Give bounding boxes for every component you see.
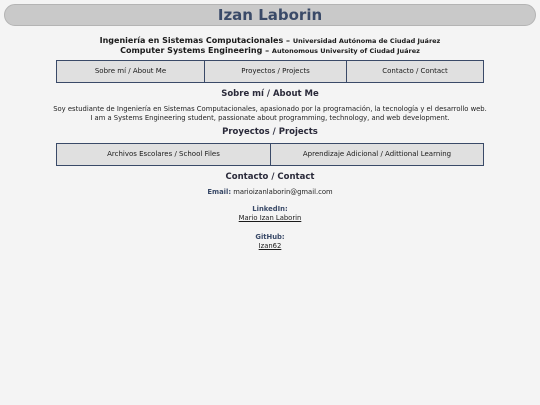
- subtitle-line-en: [0, 46, 540, 56]
- subtitle-line-es: [0, 36, 540, 46]
- project-additional-learning[interactable]: Aprendizaje Adicional / Adittional Learning: [302, 150, 452, 158]
- email-value: marioizanlaborin@gmail.com: [233, 188, 333, 196]
- about-text: [0, 105, 540, 123]
- site-header: [4, 4, 536, 26]
- main-nav: [56, 60, 484, 83]
- projects-heading: Proyectos / Projects: [222, 127, 318, 137]
- subtitle-sep-es: –: [283, 36, 293, 45]
- nav-about[interactable]: Sobre mí / About Me: [57, 61, 205, 82]
- linkedin-link[interactable]: Mario Izan Laborin: [238, 214, 302, 222]
- about-heading: Sobre mí / About Me: [221, 89, 319, 99]
- about-text-es: Soy estudiante de Ingeniería en Sistemas Computacionales, apasionado por la programación, la tecnología y el desarrollo web.: [53, 105, 487, 113]
- contact-heading: Contacto / Contact: [225, 172, 315, 182]
- linkedin-label: LinkedIn:: [252, 205, 288, 213]
- nav-contact[interactable]: Contacto / Contact: [382, 67, 448, 75]
- about-text-en: I am a Systems Engineering student, passionate about programming, technology, and web development.: [90, 114, 450, 122]
- site-title: Izan Laborin: [217, 6, 323, 24]
- email-label: Email:: [207, 188, 232, 196]
- subtitle-degree-en: Computer Systems Engineering: [120, 46, 263, 55]
- github-link[interactable]: Izan62: [258, 242, 282, 250]
- subtitle-sep-en: –: [262, 46, 272, 55]
- subtitle-degree-es: Ingeniería en Sistemas Computacionales: [99, 36, 284, 45]
- github-label: GitHub:: [255, 233, 285, 241]
- project-school-files[interactable]: Archivos Escolares / School Files: [57, 144, 271, 165]
- subtitle: [0, 36, 540, 56]
- linkedin-row: [0, 214, 540, 222]
- email-row: [0, 188, 540, 196]
- subtitle-university-es: Universidad Autónoma de Ciudad Juárez: [292, 37, 441, 45]
- github-row: [0, 242, 540, 250]
- subtitle-university-en: Autonomous University of Ciudad Juárez: [271, 47, 420, 55]
- projects-nav: [56, 143, 484, 166]
- nav-projects[interactable]: Proyectos / Projects: [205, 61, 347, 82]
